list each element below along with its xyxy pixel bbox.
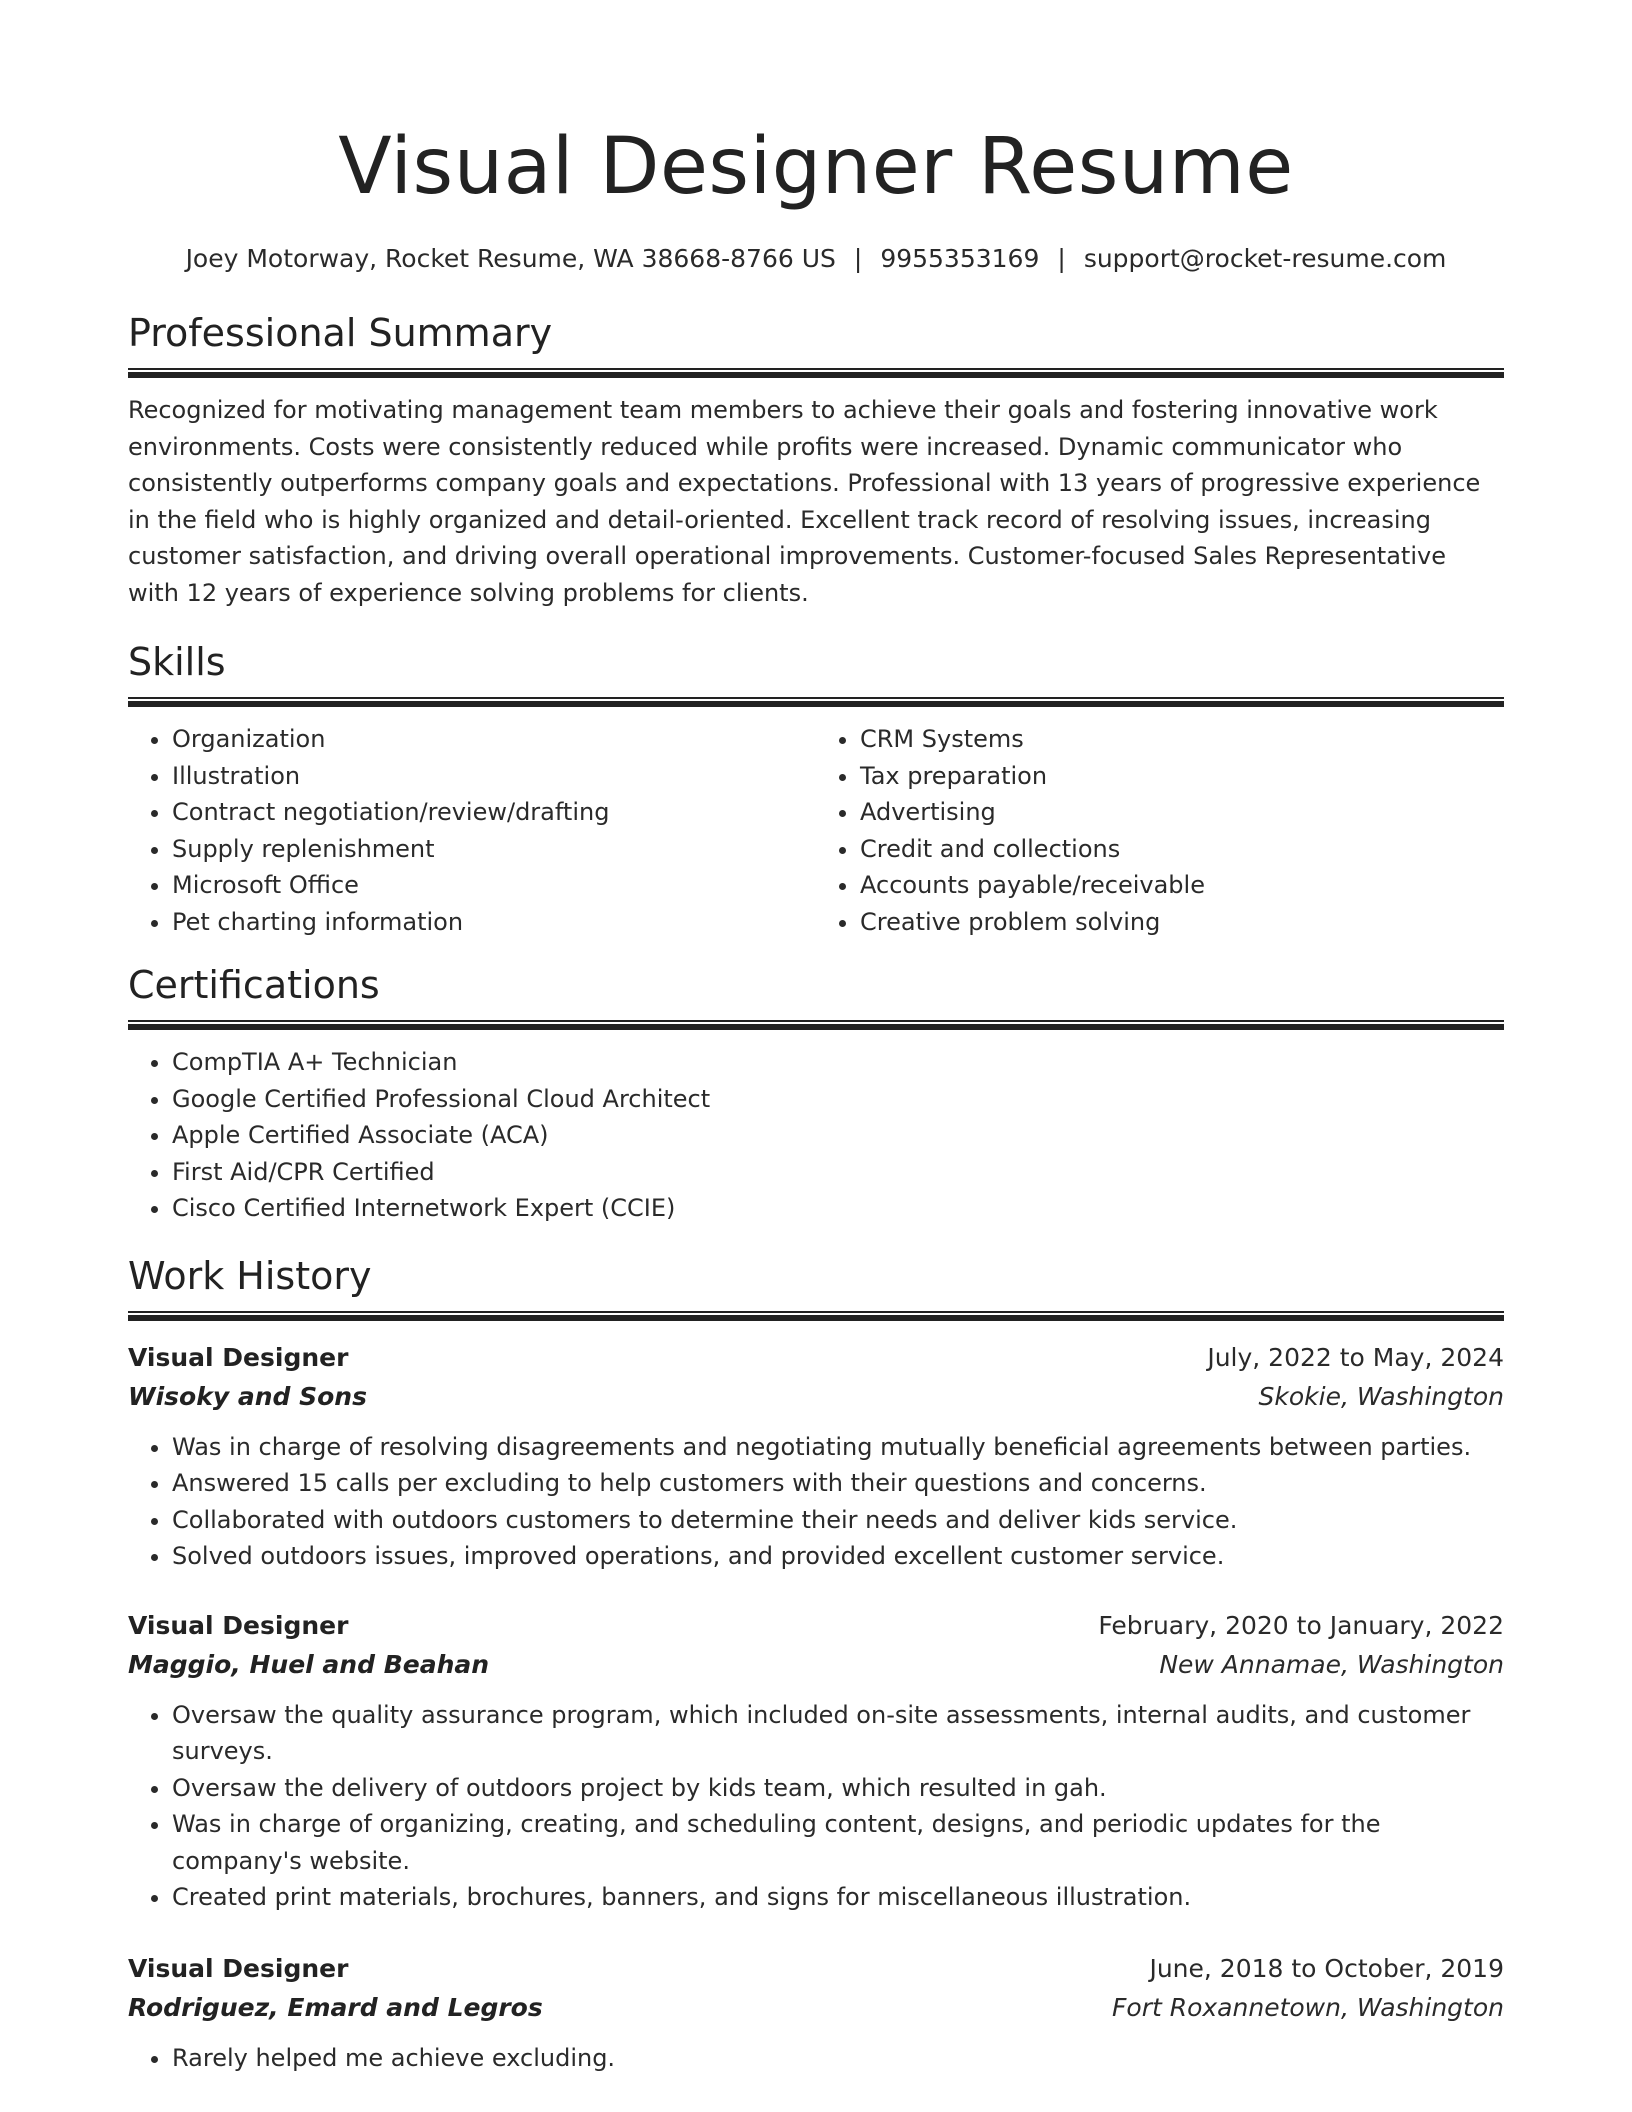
skills-list-left	[128, 721, 816, 940]
work-history-heading: Work History	[128, 1253, 372, 1298]
job-duties-list	[128, 1697, 1504, 1916]
skill-item: • Contract negotiation/review/drafting	[172, 794, 816, 831]
job-employer-row	[128, 1988, 1504, 2028]
job-duties-list	[128, 1429, 1504, 1575]
job-employer-row	[128, 1645, 1504, 1685]
job-title: Visual Designer	[128, 1953, 349, 1983]
contact-phone: 9955353169	[880, 244, 1040, 273]
skill-item: • Illustration	[172, 758, 816, 795]
skill-item: • Credit and collections	[860, 831, 1504, 868]
job-entry	[128, 1950, 1504, 2077]
resume-title: Visual Designer Resume	[338, 122, 1294, 212]
job-header-row	[128, 1339, 1504, 1377]
contact-line	[128, 242, 1504, 276]
skill-item: • Microsoft Office	[172, 867, 816, 904]
job-entry	[128, 1339, 1504, 1575]
job-duty: • Solved outdoors issues, improved operations, and provided excellent customer service.	[172, 1538, 1504, 1575]
summary-heading: Professional Summary	[128, 311, 553, 355]
certification-item: • Cisco Certified Internetwork Expert (CCIE)	[172, 1190, 1504, 1227]
certification-item: • First Aid/CPR Certified	[172, 1154, 1504, 1191]
job-company: Maggio, Huel and Beahan	[128, 1649, 490, 1679]
skill-item: • Supply replenishment	[172, 831, 816, 868]
job-duty: • Oversaw the delivery of outdoors project by kids team, which resulted in gah.	[172, 1770, 1504, 1807]
contact-separator: |	[853, 244, 863, 273]
job-duties-list	[128, 2040, 1504, 2077]
skills-heading: Skills	[128, 640, 226, 684]
skill-item: • Creative problem solving	[860, 904, 1504, 941]
job-company: Rodriguez, Emard and Legros	[128, 1992, 543, 2022]
job-location: Skokie, Washington	[1258, 1381, 1504, 1411]
certifications-list	[128, 1044, 1504, 1227]
job-duty: • Rarely helped me achieve excluding.	[172, 2040, 1504, 2077]
job-dates: February, 2020 to January, 2022	[1098, 1610, 1504, 1640]
skills-section	[128, 639, 1504, 940]
skill-item: • Advertising	[860, 794, 1504, 831]
certification-item: • Apple Certified Associate (ACA)	[172, 1117, 1504, 1154]
job-dates: June, 2018 to October, 2019	[1149, 1953, 1504, 1983]
skills-grid	[128, 721, 1504, 940]
skills-list-right	[816, 721, 1504, 940]
job-location: Fort Roxannetown, Washington	[1112, 1992, 1504, 2022]
skill-item: • Organization	[172, 721, 816, 758]
job-dates: July, 2022 to May, 2024	[1207, 1342, 1504, 1372]
section-divider	[128, 697, 1504, 707]
job-duty: • Was in charge of resolving disagreements and negotiating mutually beneficial agreements between parties.	[172, 1429, 1504, 1466]
job-location: New Annamae, Washington	[1159, 1649, 1504, 1679]
certification-item: • CompTIA A+ Technician	[172, 1044, 1504, 1081]
certifications-section	[128, 962, 1504, 1227]
job-duty: • Created print materials, brochures, banners, and signs for miscellaneous illustration.	[172, 1879, 1504, 1916]
summary-section	[128, 310, 1504, 611]
job-header-row	[128, 1607, 1504, 1645]
section-divider	[128, 1020, 1504, 1030]
job-entry	[128, 1607, 1504, 1916]
contact-separator: |	[1057, 244, 1066, 273]
section-divider	[128, 368, 1504, 378]
certifications-heading: Certifications	[128, 963, 380, 1007]
skill-item: • CRM Systems	[860, 721, 1504, 758]
job-header-row	[128, 1950, 1504, 1988]
skills-column-left	[128, 721, 816, 940]
certification-item: • Google Certified Professional Cloud Architect	[172, 1081, 1504, 1118]
job-duty: • Was in charge of organizing, creating, and scheduling content, designs, and periodic updates for the company's website.	[172, 1806, 1504, 1879]
skill-item: • Tax preparation	[860, 758, 1504, 795]
skill-item: • Accounts payable/receivable	[860, 867, 1504, 904]
job-duty: • Oversaw the quality assurance program, which included on-site assessments, internal audits, and customer surveys.	[172, 1697, 1504, 1770]
job-company: Wisoky and Sons	[128, 1381, 367, 1411]
skill-item: • Pet charting information	[172, 904, 816, 941]
job-duty: • Answered 15 calls per excluding to help customers with their questions and concerns.	[172, 1465, 1504, 1502]
job-title: Visual Designer	[128, 1610, 349, 1640]
summary-text: Recognized for motivating management team members to achieve their goals and fostering innovative work environments. Costs were consistently reduced while profits were increased. Dynamic communicator who consistently outperforms company goals and expectations. Professional with 13 years of progressive experience in the field who is highly organized and detail-oriented. Excellent track record of resolving issues, increasing customer satisfaction, and driving overall operational improvements. Customer-focused Sales Representative with 12 years of experience solving problems for clients.	[128, 396, 1481, 607]
job-title: Visual Designer	[128, 1342, 349, 1372]
section-divider	[128, 1311, 1504, 1321]
contact-address: Joey Motorway, Rocket Resume, WA 38668-8766 US	[185, 244, 836, 273]
skills-column-right	[816, 721, 1504, 940]
job-duty: • Collaborated with outdoors customers to determine their needs and deliver kids service.	[172, 1502, 1504, 1539]
contact-email: support@rocket-resume.com	[1083, 244, 1447, 273]
job-employer-row	[128, 1377, 1504, 1417]
work-history-section	[128, 1253, 1504, 2077]
